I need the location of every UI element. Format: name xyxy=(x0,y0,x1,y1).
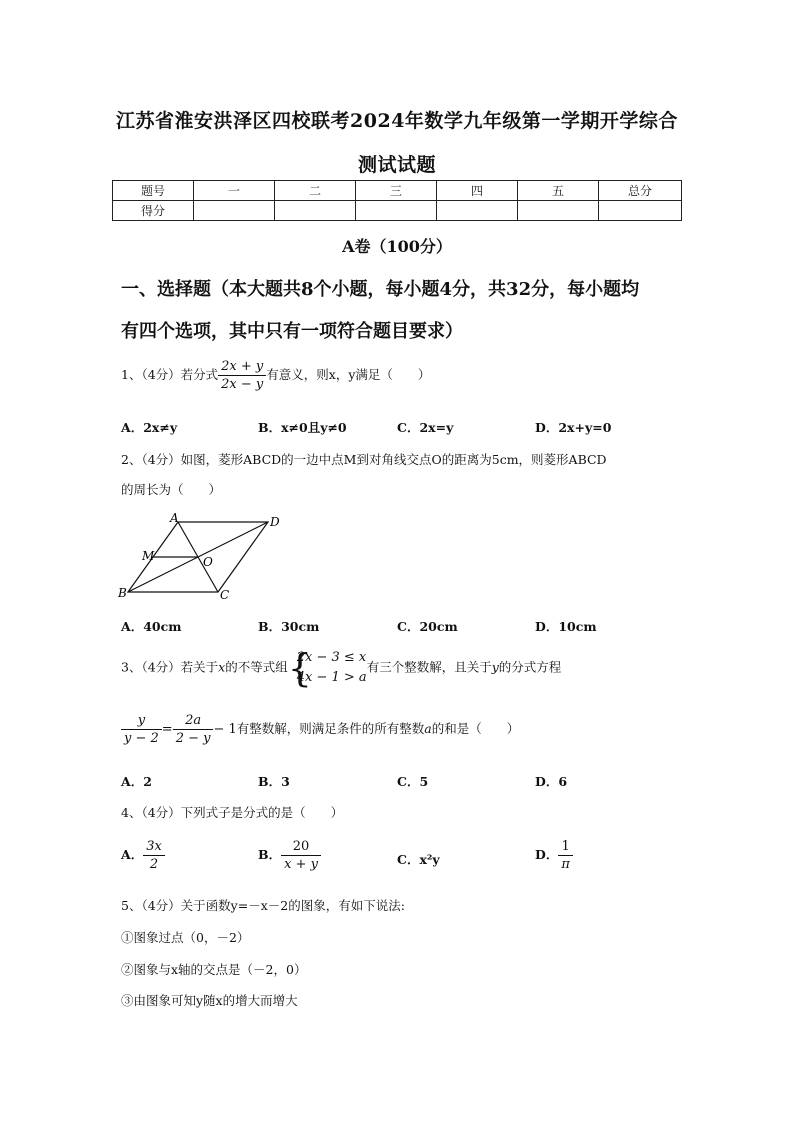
q2-option-b[interactable]: B．30cm xyxy=(258,619,320,634)
q3-option-d[interactable]: D．6 xyxy=(535,774,568,789)
question-5: 5、（4分）关于函数y=－x－2的图象，有如下说法: xyxy=(121,898,405,913)
q4-option-a[interactable] xyxy=(121,838,165,873)
label-m: M xyxy=(142,549,155,563)
q4-option-a-label: A． xyxy=(121,847,144,862)
score-header-cell: 总分 xyxy=(599,181,682,201)
q4-option-d-label: D． xyxy=(535,847,559,862)
q3-mid1: 的不等式组 xyxy=(225,659,288,675)
question-2-line2: 的周长为（ ） xyxy=(121,482,222,497)
label-a: A xyxy=(170,511,179,525)
q1-numerator: 2x + y xyxy=(218,358,266,376)
q1-option-c[interactable]: C．2x=y xyxy=(397,420,454,435)
score-header-cell: 二 xyxy=(275,181,356,201)
q5-statement-2: ②图象与x轴的交点是（－2，0） xyxy=(121,962,307,977)
score-row-label: 得分 xyxy=(113,201,194,221)
section1-heading-line2: 有四个选项，其中只有一项符合题目要求） xyxy=(121,321,463,342)
q3-prefix: 3、（4分）若关于 xyxy=(121,659,219,675)
section-a-heading: A卷（100分） xyxy=(342,237,452,256)
q4-option-b-fraction xyxy=(281,838,321,873)
question-2-line1: 2、（4分）如图，菱形ABCD的一边中点M到对角线交点O的距离为5cm，则菱形ABCD xyxy=(121,452,607,467)
q3-inequality-2: 4x − 1 > a xyxy=(296,670,367,685)
q3-eq-equals: = xyxy=(161,722,173,737)
label-c: C xyxy=(220,588,230,602)
question-3-line1 xyxy=(121,648,561,688)
q4-option-d[interactable] xyxy=(535,838,573,873)
q1-option-d[interactable]: D．2x+y=0 xyxy=(535,420,612,435)
score-cell[interactable] xyxy=(275,201,356,221)
q3-option-b[interactable]: B．3 xyxy=(258,774,290,789)
q3-eq-left-den: y − 2 xyxy=(124,731,159,746)
score-cell[interactable] xyxy=(194,201,275,221)
label-d: D xyxy=(270,515,280,529)
q3-inequality-system: { 2x − 3 ≤ x 4x − 1 > a xyxy=(287,646,367,690)
q3-eq-right-fraction xyxy=(173,712,214,747)
q4-option-b[interactable] xyxy=(258,838,321,873)
q4-option-b-num: 20 xyxy=(281,838,321,856)
q3-option-c[interactable]: C．5 xyxy=(397,774,429,789)
q2-option-d[interactable]: D．10cm xyxy=(535,619,597,634)
q3-line2-text: 有整数解，则满足条件的所有整数 xyxy=(236,721,425,736)
q3-inequality-1: 2x − 3 ≤ x xyxy=(296,650,367,665)
q1-suffix: 有意义，则x，y满足（ ） xyxy=(266,367,431,382)
q1-prefix: 1、（4分）若分式 xyxy=(121,367,219,382)
q4-option-a-num: 3x xyxy=(143,838,165,856)
exam-title-line2: 测试试题 xyxy=(357,154,436,176)
q1-fraction xyxy=(218,358,266,393)
score-header-cell: 四 xyxy=(437,181,518,201)
score-cell[interactable] xyxy=(437,201,518,221)
q3-mid2: 有三个整数解，且关于 xyxy=(366,659,492,675)
section1-heading-line1: 一、选择题（本大题共8个小题，每小题4分，共32分，每小题均 xyxy=(121,279,640,300)
q3-var-a: a xyxy=(424,721,432,736)
score-table-score-row xyxy=(113,201,682,221)
rhombus-figure xyxy=(116,508,286,606)
q4-option-d-num: 1 xyxy=(558,838,573,856)
q1-option-b[interactable]: B．x≠0且y≠0 xyxy=(258,420,347,435)
q2-option-a[interactable]: A．40cm xyxy=(121,619,182,634)
q3-option-a[interactable]: A．2 xyxy=(121,774,152,789)
exam-title-line1: 江苏省淮安洪泽区四校联考2024年数学九年级第一学期开学综合 xyxy=(116,110,678,132)
question-1 xyxy=(121,358,430,393)
score-cell[interactable] xyxy=(356,201,437,221)
q4-option-d-den: π xyxy=(561,857,570,872)
question-4: 4、（4分）下列式子是分式的是（ ） xyxy=(121,805,344,820)
score-cell[interactable] xyxy=(518,201,599,221)
label-o: O xyxy=(203,555,213,569)
q3-eq-right-den: 2 − y xyxy=(175,731,211,746)
q3-eq-right-num: 2a xyxy=(173,712,214,730)
score-table-header-row xyxy=(113,181,682,201)
q3-eq-left-fraction xyxy=(121,712,162,747)
q4-option-a-fraction xyxy=(143,838,165,873)
q4-option-a-den: 2 xyxy=(149,857,159,872)
q2-option-c[interactable]: C．20cm xyxy=(397,619,458,634)
q1-option-a[interactable]: A．2x≠y xyxy=(121,420,178,435)
score-header-cell: 三 xyxy=(356,181,437,201)
q5-statement-3: ③由图象可知y随x的增大而增大 xyxy=(121,993,298,1008)
q3-var-y: y xyxy=(491,659,499,675)
score-cell[interactable] xyxy=(599,201,682,221)
score-header-cell: 题号 xyxy=(113,181,194,201)
q5-statement-1: ①图象过点（0，－2） xyxy=(121,930,250,945)
q3-eq-left-num: y xyxy=(121,712,162,730)
q4-option-b-den: x + y xyxy=(284,857,318,872)
q1-denominator: 2x − y xyxy=(221,377,264,392)
q4-option-d-fraction xyxy=(558,838,573,873)
q3-var-x: x xyxy=(218,659,226,675)
q4-option-c[interactable]: C．x²y xyxy=(397,852,440,867)
q3-eq-tail: − 1 xyxy=(213,722,237,737)
q4-option-b-label: B． xyxy=(258,847,282,862)
score-header-cell: 一 xyxy=(194,181,275,201)
score-table xyxy=(112,180,682,221)
q3-mid3: 的分式方程 xyxy=(498,659,562,675)
question-3-line2 xyxy=(121,712,519,747)
score-header-cell: 五 xyxy=(518,181,599,201)
label-b: B xyxy=(118,586,127,600)
q3-line2-end: 的和是（ ） xyxy=(431,721,520,736)
